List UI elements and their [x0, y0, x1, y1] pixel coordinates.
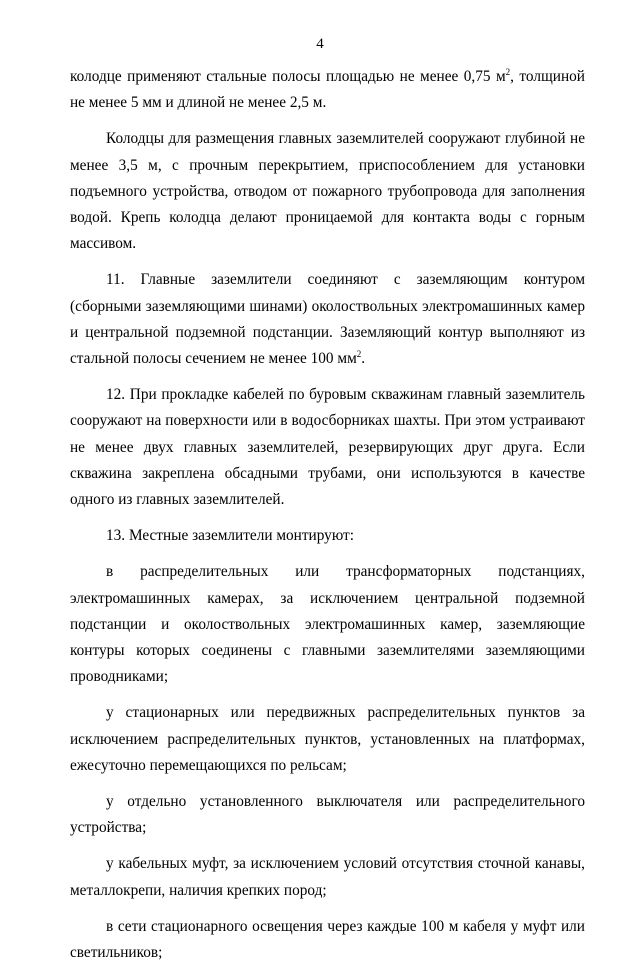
paragraph-text: у отдельно установленного выключателя или распределительного устройства;: [70, 793, 585, 837]
paragraph-text-continued: , толщиной не менее 5 мм и длиной не менее 2,5 м.: [70, 68, 585, 112]
paragraph-text: в распределительных или трансформаторных подстанциях, электромашинных камерах, за исключением центральной подземной подстанции и околоствольных электромашинных камер, заземляющие контуры которых соединены с главными заземлителями заземляющими проводниками;: [70, 563, 585, 686]
superscript: 2: [356, 349, 362, 360]
paragraph: [70, 559, 585, 690]
paragraph: [70, 700, 585, 779]
paragraph: [70, 914, 585, 966]
paragraph-text: 11. Главные заземлители соединяют с заземляющим контуром (сборными заземляющими шинами) околоствольных электромашинных камер и центральной подземной подстанции. Заземляющий контур выполняют из стальной полосы сечением не менее 100 мм: [70, 271, 585, 368]
paragraph: [70, 267, 585, 372]
paragraph-text: Колодцы для размещения главных заземлителей сооружают глубиной не менее 3,5 м, с прочным перекрытием, приспособлением для установки подъемного устройства, отводом от пожарного трубопровода для заполнения водой. Крепь колодца делают проницаемой для контакта воды с горным массивом.: [70, 130, 585, 253]
paragraph-text: колодце применяют стальные полосы площадью не менее 0,75 м: [70, 68, 506, 85]
document-body: [70, 64, 585, 976]
paragraph-text: 13. Местные заземлители монтируют:: [106, 527, 354, 545]
paragraph-text: 12. При прокладке кабелей по буровым скважинам главный заземлитель сооружают на поверхности или в водосборниках шахты. При этом устраивают не менее двух главных заземлителей, резервирующих друг друга. Если скважина закреплена обсадными трубами, они используются в качестве одного из главных заземлителей.: [70, 386, 585, 509]
paragraph: [70, 523, 585, 549]
paragraph: [70, 382, 585, 513]
paragraph-text-continued: .: [361, 350, 366, 368]
paragraph-text: у кабельных муфт, за исключением условий отсутствия сточной канавы, металлокрепи, наличия крепких пород;: [70, 855, 585, 899]
paragraph-text: у стационарных или передвижных распределительных пунктов за исключением распределительных пунктов, установленных на платформах, ежесуточно перемещающихся по рельсам;: [70, 704, 585, 774]
paragraph: [70, 851, 585, 903]
paragraph: [70, 126, 585, 257]
superscript: 2: [505, 67, 511, 77]
paragraph-text: в сети стационарного освещения через каждые 100 м кабеля у муфт или светильников;: [70, 917, 585, 962]
paragraph: [70, 64, 585, 116]
paragraph: [70, 789, 585, 841]
page-number: 4: [316, 36, 324, 52]
